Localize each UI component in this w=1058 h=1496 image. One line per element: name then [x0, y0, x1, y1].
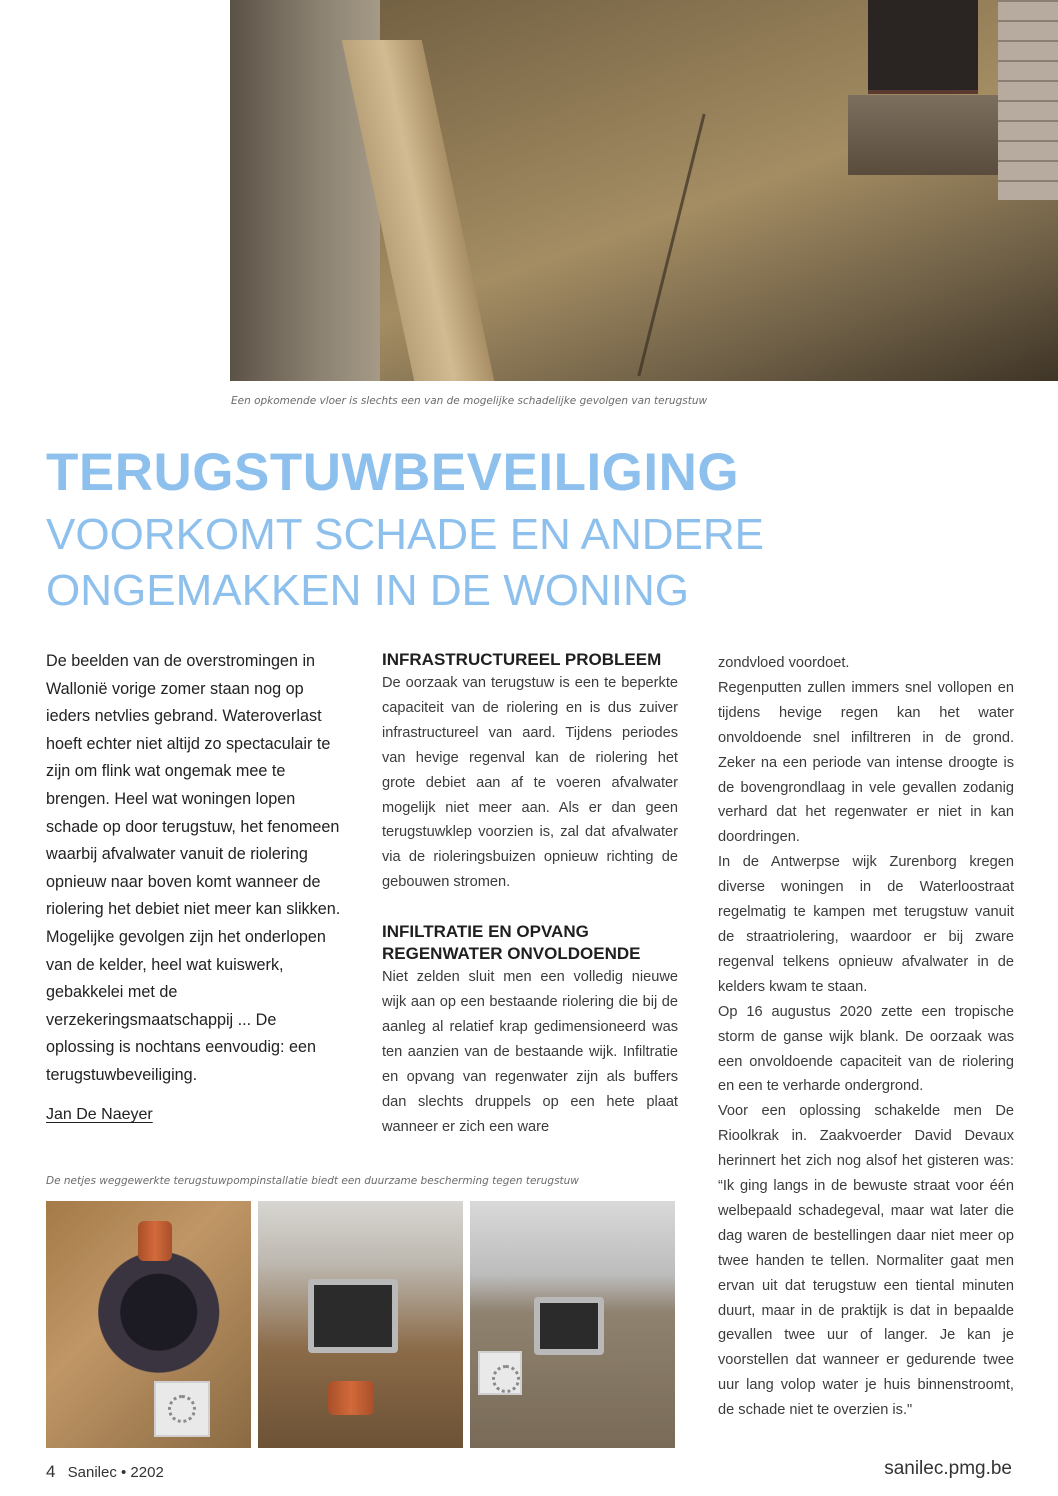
intro-paragraph: De beelden van de overstromingen in Wallonië vorige zomer staan nog op ieders netvlies gebrand. Wateroverlast hoeft echter niet altijd zo spectaculair te zijn om flink wat ongemak mee te brengen. Heel wat woningen lopen schade op door terugstuw, het fenomeen waarbij afvalwater vanuit de riolering opnieuw naar boven komt wanneer de riolering het debiet niet meer kan slikken. Mogelijke gevolgen zijn het onderlopen van de kelder, heel wat kuiswerk, gebakkelei met de verzekeringsmaatschappij ... De oplossing is nochtans eenvoudig: een terugstuwbeveiliging. [46, 652, 341, 1084]
col3-paragraph-1: zondvloed voordoet. [718, 655, 850, 671]
column-3 [718, 651, 1014, 1423]
section-heading-infiltration: INFILTRATIE EN OPVANG REGENWATER ONVOLDOENDE [382, 922, 641, 964]
section-heading-infrastructure: INFRASTRUCTUREEL PROBLEEM [382, 650, 662, 669]
installation-photo-2 [258, 1201, 463, 1448]
column-2 [382, 649, 678, 1140]
hero-photo [230, 0, 1058, 381]
author-link[interactable]: Jan De Naeyer [46, 1106, 153, 1123]
section-body-infrastructure: De oorzaak van terugstuw is een te beperkte capaciteit van de riolering en is dus zuiver infrastructureel van aard. Tijdens periodes van hevige regenval kan de riolering het grote debiet aan af te voeren afvalwater mogelijk niet meer aan. Als er dan geen terugstuwklep voorzien is, zal dat afvalwater via de rioleringsbuizen opnieuw richting de gebouwen stromen. [382, 675, 678, 891]
article-subtitle [46, 507, 764, 619]
hero-caption: Een opkomende vloer is slechts een van de mogelijke schadelijke gevolgen van terugstuw [231, 395, 708, 407]
col3-paragraph-5: Voor een oplossing schakelde men De Rioolkrak in. Zaakvoerder David Devaux herinnert het zich nog alsof het gisteren was: “Ik ging langs in de bewuste straat voor één welbepaald schadegeval, maar wat later die dag waren de bestellingen daar niet meer op twee handen te tellen. Normaliter gaat men ervan uit dat terugstuw een tiental minuten duurt, maar in de praktijk is dat in bepaalde gevallen twee uur of langer. Je kan je voorstellen dat wanneer er gedurende twee uur lang volop water je huis binnenstroomt, de schade niet te overzien is." [718, 1103, 1014, 1419]
page-number: 4 [46, 1462, 56, 1481]
website-link[interactable]: sanilec.pmg.be [884, 1458, 1012, 1479]
photos-caption: De netjes weggewerkte terugstuwpompinstallatie biedt een duurzame bescherming tegen terugstuw [46, 1175, 579, 1187]
installation-photo-1 [46, 1201, 251, 1448]
article-title: TERUGSTUWBEVEILIGING [46, 443, 740, 502]
col3-paragraph-2: Regenputten zullen immers snel vollopen en tijdens hevige regen kan het water onvoldoende snel infiltreren in de grond. Zeker na een periode van intense droogte is de bovengrondlaag in vele gevallen zodanig verhard dat het regenwater er niet in kan doordringen. [718, 679, 1014, 846]
magazine-issue: Sanilec • 2202 [67, 1464, 164, 1481]
subtitle-line-2: ONGEMAKKEN IN DE WONING [46, 566, 689, 615]
col3-paragraph-3: In de Antwerpse wijk Zurenborg kregen diverse woningen in de Waterloostraat regelmatig te kampen met terugstuw vanuit de straatriolering, waardoor er bij zware regenval telkens opnieuw afvalwater in de kelders kwam te staan. [718, 854, 1014, 995]
section-body-infiltration: Niet zelden sluit men een volledig nieuwe wijk aan op een bestaande riolering die bij de aanleg al relatief krap gedimensioneerd was ten aanzien van de bestaande wijk. Infiltratie en opvang van regenwater zijn als buffers dan slechts druppels op een hete plaat wanneer er zich een ware [382, 969, 678, 1135]
col3-paragraph-4: Op 16 augustus 2020 zette een tropische storm de ganse wijk blank. De oorzaak was een onvoldoende capaciteit van de riolering en een te verharde ondergrond. [718, 1003, 1014, 1095]
installation-photo-3 [470, 1201, 675, 1448]
subtitle-line-1: VOORKOMT SCHADE EN ANDERE [46, 510, 764, 559]
page-footer [46, 1462, 164, 1482]
